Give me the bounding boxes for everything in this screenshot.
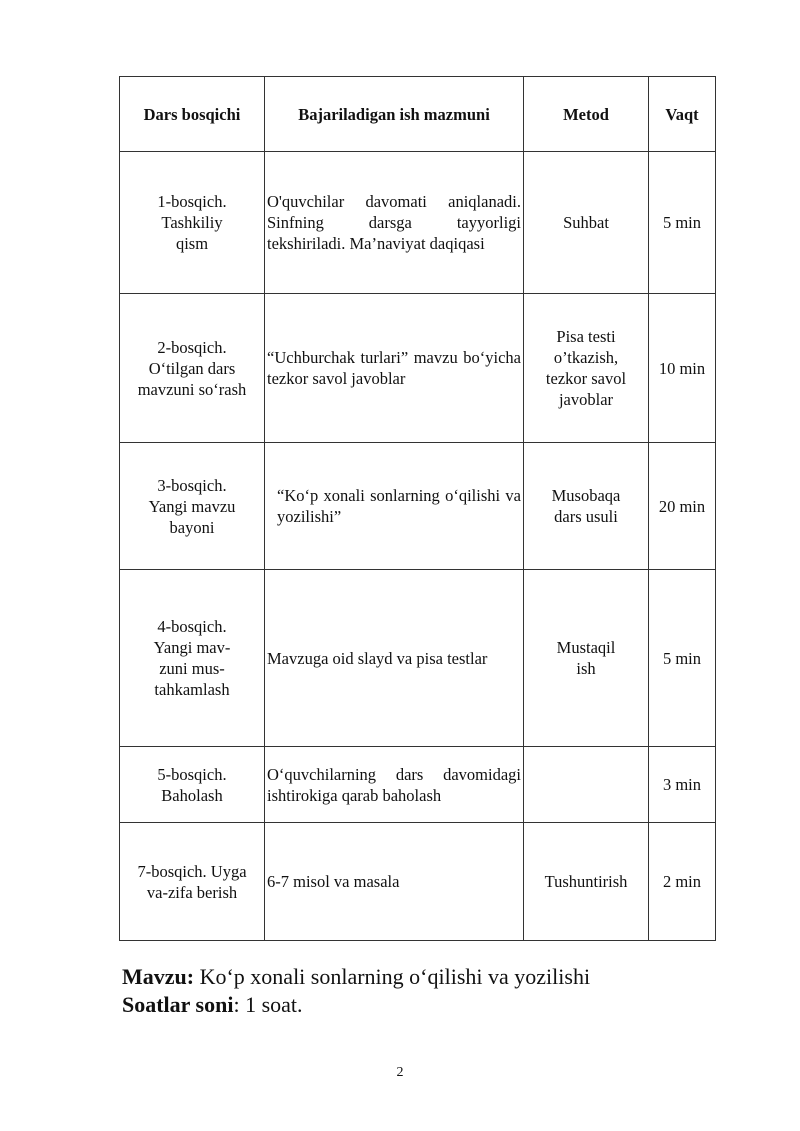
page-number: 2 bbox=[396, 1065, 404, 1080]
stage-cell bbox=[120, 152, 265, 294]
stage-text: 7-bosqich. Uyga va-zifa berish bbox=[137, 861, 247, 902]
header-method: Metod bbox=[524, 77, 649, 152]
stage-text: 1-bosqich. Tashkiliy qism bbox=[157, 192, 227, 253]
header-stage: Dars bosqichi bbox=[120, 77, 265, 152]
content-cell: “Ko‘p xonali sonlarning o‘qilishi va yozilishi” bbox=[265, 443, 524, 570]
lesson-plan-table bbox=[119, 76, 716, 941]
time-cell: 5 min bbox=[649, 570, 716, 747]
stage-cell bbox=[120, 570, 265, 747]
stage-cell bbox=[120, 294, 265, 443]
hours-line bbox=[122, 991, 590, 1019]
method-cell bbox=[524, 747, 649, 823]
header-content: Bajariladigan ish mazmuni bbox=[265, 77, 524, 152]
topic-line bbox=[122, 963, 590, 991]
header-time: Vaqt bbox=[649, 77, 716, 152]
stage-cell bbox=[120, 443, 265, 570]
method-text: Tushuntirish bbox=[544, 872, 628, 891]
method-text: Suhbat bbox=[563, 213, 609, 232]
method-text: Pisa testi o’tkazish, tezkor savol javoblar bbox=[545, 327, 627, 409]
topic-label: Mavzu: bbox=[122, 964, 195, 989]
stage-text: 5-bosqich. Baholash bbox=[157, 764, 227, 805]
hours-label: Soatlar soni bbox=[122, 992, 234, 1017]
topic-value: Ko‘p xonali sonlarning o‘qilishi va yozilishi bbox=[194, 964, 591, 989]
table-row bbox=[120, 747, 716, 823]
table-row bbox=[120, 152, 716, 294]
stage-text: 2-bosqich. O‘tilgan dars mavzuni so‘rash bbox=[137, 337, 247, 399]
lesson-summary bbox=[122, 963, 590, 1019]
method-cell bbox=[524, 152, 649, 294]
time-cell: 10 min bbox=[649, 294, 716, 443]
table-header-row bbox=[120, 77, 716, 152]
stage-text: 4-bosqich. Yangi mav- zuni mus- tahkamlash bbox=[153, 617, 231, 699]
time-cell: 3 min bbox=[649, 747, 716, 823]
stage-cell bbox=[120, 747, 265, 823]
method-cell bbox=[524, 570, 649, 747]
method-text: Mustaqil ish bbox=[556, 638, 616, 678]
stage-cell bbox=[120, 823, 265, 941]
method-cell bbox=[524, 294, 649, 443]
time-cell: 2 min bbox=[649, 823, 716, 941]
method-cell bbox=[524, 823, 649, 941]
content-cell: “Uchburchak turlari” mavzu bo‘yicha tezkor savol javoblar bbox=[265, 294, 524, 443]
table-row bbox=[120, 294, 716, 443]
table-row bbox=[120, 443, 716, 570]
time-cell: 5 min bbox=[649, 152, 716, 294]
content-cell: Mavzuga oid slayd va pisa testlar bbox=[265, 570, 524, 747]
method-text: Musobaqa dars usuli bbox=[551, 486, 621, 526]
content-cell: 6-7 misol va masala bbox=[265, 823, 524, 941]
method-cell bbox=[524, 443, 649, 570]
hours-value: : 1 soat. bbox=[233, 992, 303, 1017]
table-row bbox=[120, 823, 716, 941]
table-row bbox=[120, 570, 716, 747]
content-cell: O'quvchilar davomati aniqlanadi. Sinfning darsga tayyorligi tekshiriladi. Ma’naviyat daqiqasi bbox=[265, 152, 524, 294]
stage-text: 3-bosqich. Yangi mavzu bayoni bbox=[148, 475, 236, 537]
time-cell: 20 min bbox=[649, 443, 716, 570]
content-cell: O‘quvchilarning dars davomidagi ishtirokiga qarab baholash bbox=[265, 747, 524, 823]
